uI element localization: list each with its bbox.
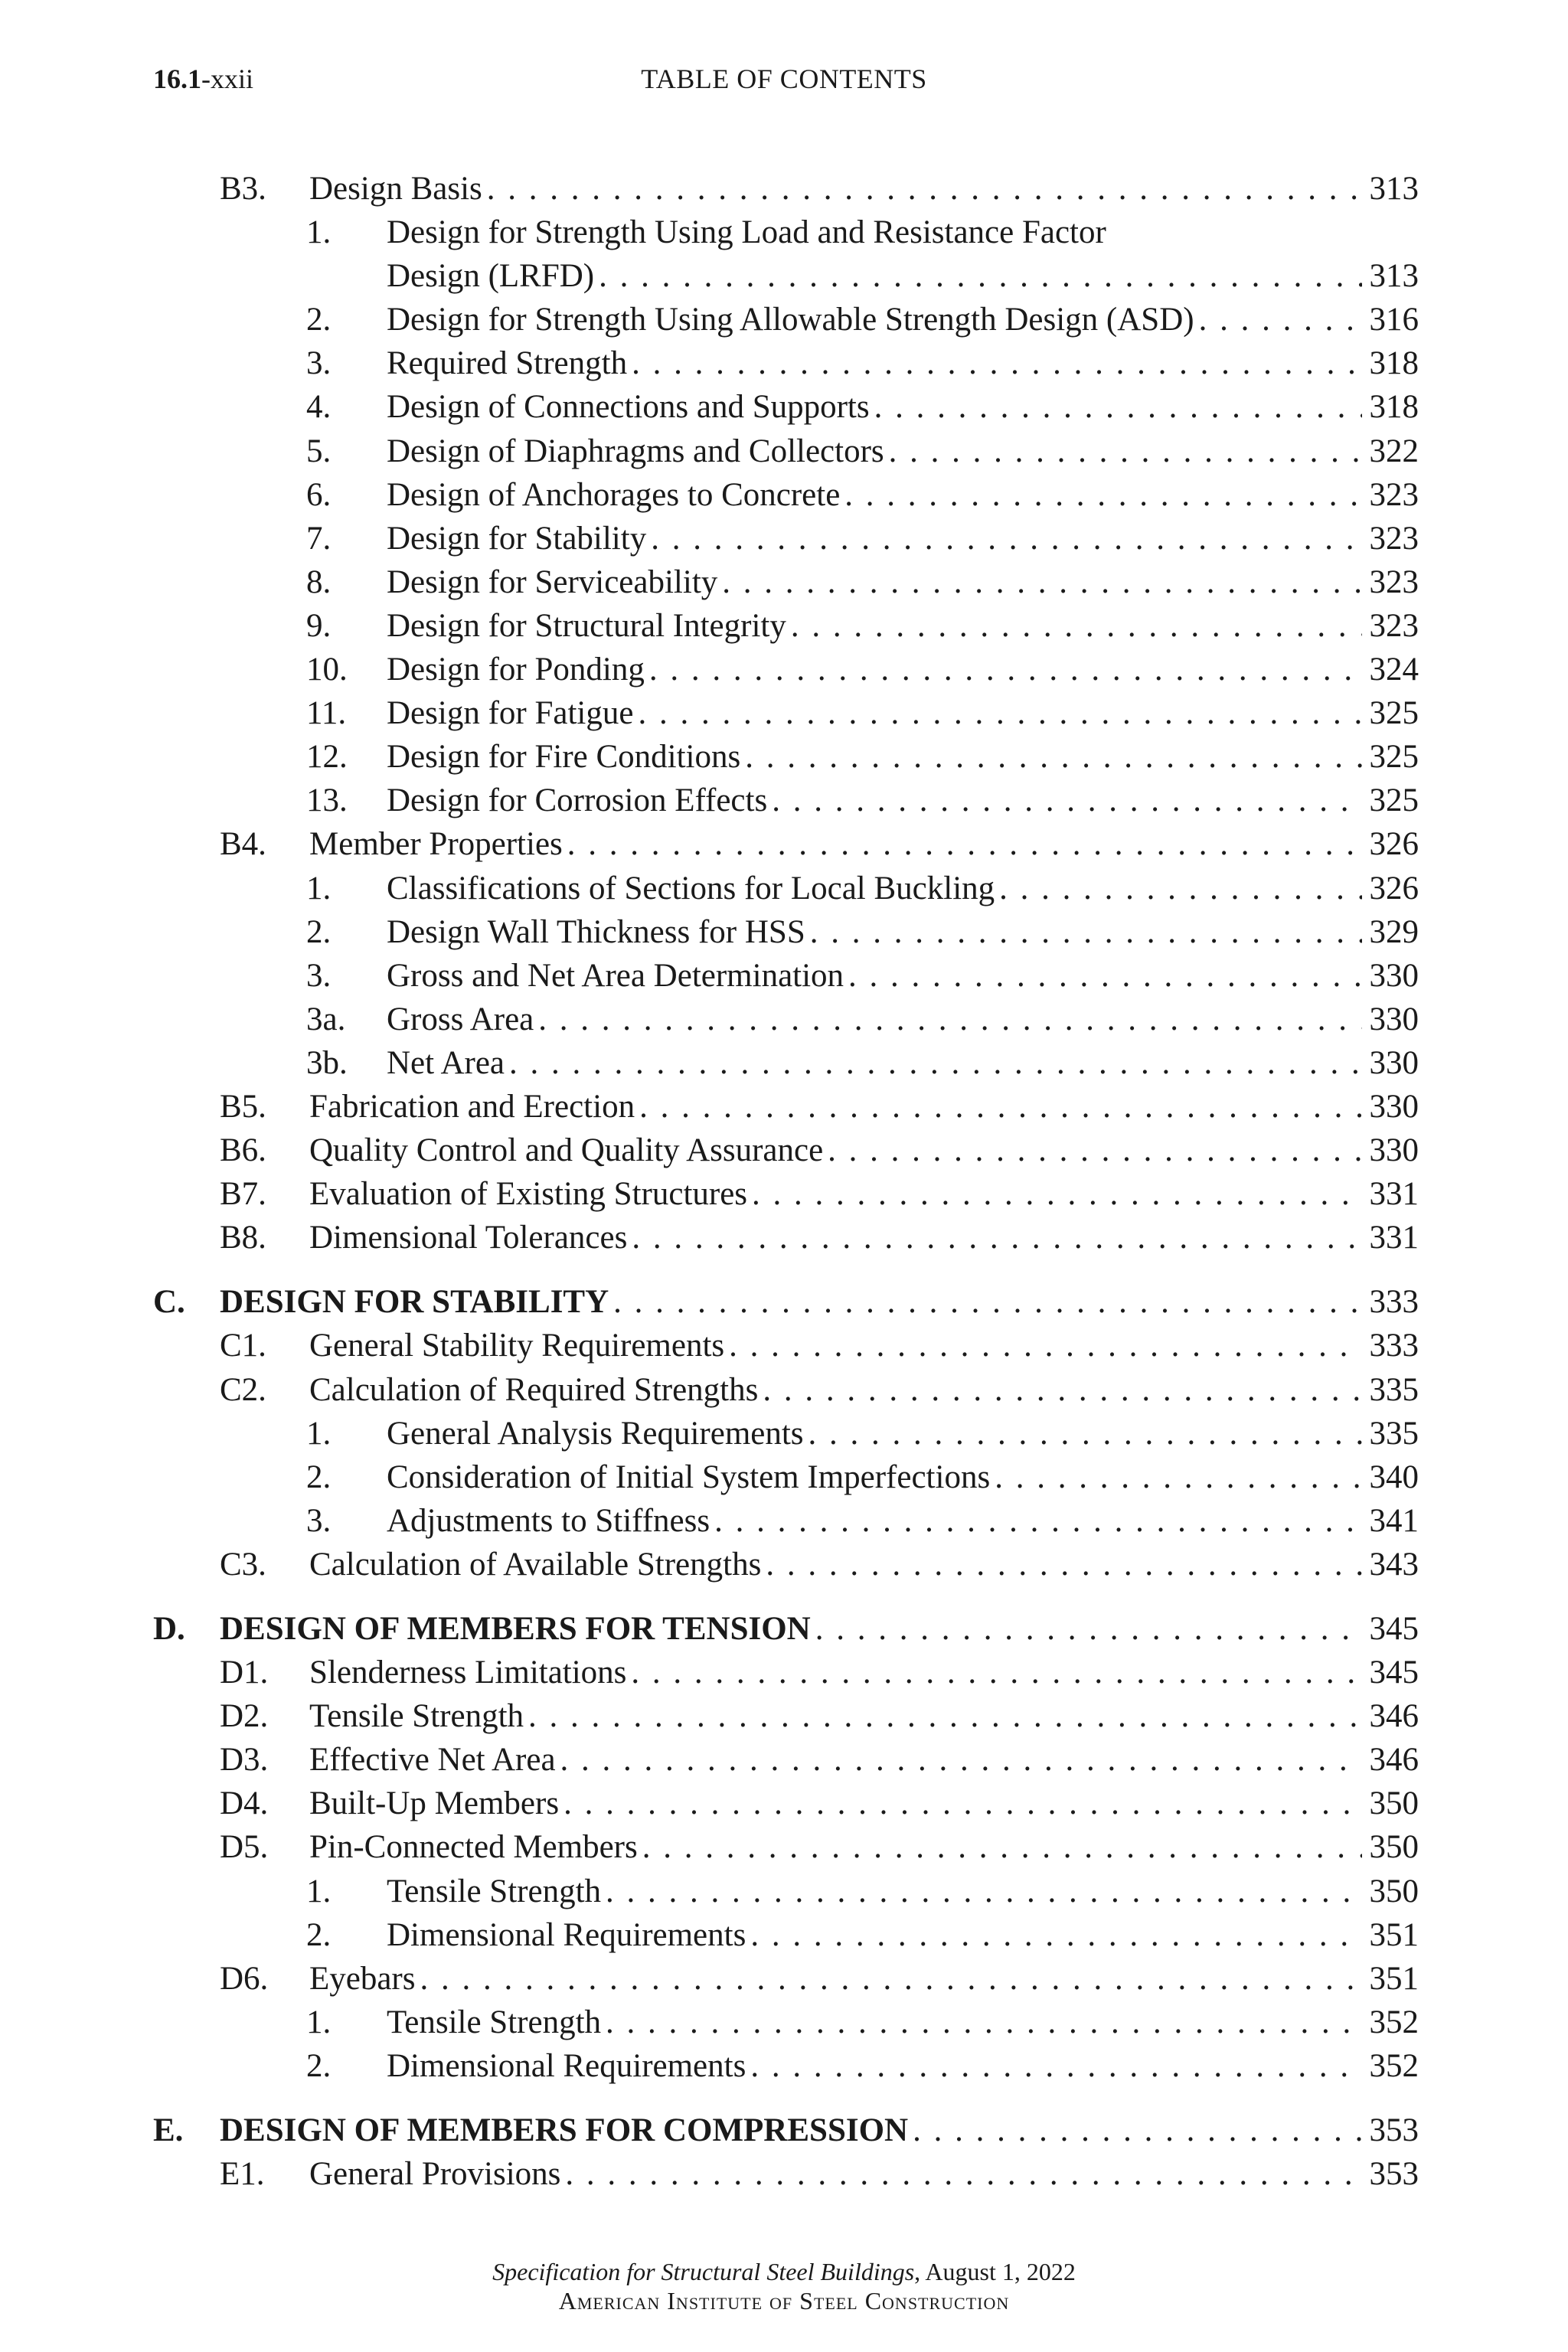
toc-entry-line	[309, 1957, 1419, 2001]
toc-entry-line	[387, 867, 1419, 910]
toc-entry-title[interactable]: Dimensional Requirements	[387, 2044, 750, 2088]
toc-entry-title[interactable]: Design for Structural Integrity	[387, 604, 791, 648]
toc-entry-line	[387, 2001, 1419, 2044]
toc-entry-title[interactable]: Design for Serviceability	[387, 560, 722, 604]
toc-entry-number: 1.	[306, 870, 332, 906]
dot-leader	[509, 1041, 1361, 1085]
toc-entry-number: 3.	[306, 957, 332, 994]
toc-entry[interactable]	[0, 1782, 1568, 1825]
dot-leader	[828, 1129, 1361, 1172]
toc-entry[interactable]	[0, 1085, 1568, 1129]
toc-entry[interactable]	[0, 2109, 1568, 2152]
toc-entry-number: B5.	[220, 1088, 266, 1125]
toc-entry-line	[309, 1216, 1419, 1259]
toc-entry-line	[387, 604, 1419, 648]
toc-entry-line	[309, 1324, 1419, 1367]
toc-entry-title[interactable]: Gross and Net Area Determination	[387, 954, 848, 998]
toc-entry-title[interactable]: DESIGN OF MEMBERS FOR TENSION	[220, 1607, 815, 1651]
dot-leader	[567, 822, 1362, 866]
toc-entry[interactable]	[0, 648, 1568, 691]
toc-entry-page[interactable]: 330	[1362, 954, 1419, 998]
toc-entry-line	[387, 735, 1419, 779]
toc-entry-page[interactable]: 343	[1362, 1543, 1419, 1586]
toc-entry-number: 1.	[306, 1873, 332, 1909]
dot-leader	[565, 2152, 1361, 2196]
toc-entry-line	[309, 822, 1419, 866]
toc-entry-number: B4.	[220, 826, 266, 863]
toc-entry[interactable]	[0, 998, 1568, 1041]
toc-entry[interactable]	[0, 1957, 1568, 2001]
toc-entry-title[interactable]: Design for Corrosion Effects	[387, 779, 772, 822]
toc-entry-line	[387, 517, 1419, 560]
toc-entry[interactable]	[0, 735, 1568, 779]
toc-entry-page[interactable]: 341	[1362, 1499, 1419, 1543]
dot-leader	[651, 517, 1361, 560]
toc-entry-title[interactable]: Fabrication and Erection	[309, 1085, 639, 1129]
toc-entry-title[interactable]: Dimensional Requirements	[387, 1913, 750, 1957]
toc-entry-title[interactable]: Tensile Strength	[387, 2001, 606, 2044]
toc-entry-line	[387, 1412, 1419, 1455]
toc-entry[interactable]	[0, 1172, 1568, 1216]
toc-entry[interactable]	[0, 604, 1568, 648]
toc-entry-line	[387, 1455, 1419, 1499]
toc-entry-page[interactable]: 313	[1362, 167, 1419, 211]
toc-entry-page[interactable]: 323	[1362, 560, 1419, 604]
toc-entry-title[interactable]: Net Area	[387, 1041, 509, 1085]
toc-entry-page[interactable]: 330	[1362, 1129, 1419, 1172]
toc-entry-line	[387, 910, 1419, 954]
toc-entry-number: E.	[153, 2112, 184, 2149]
toc-entry-page[interactable]: 318	[1362, 385, 1419, 429]
toc-entry-page[interactable]: 329	[1362, 910, 1419, 954]
toc-entry-line	[309, 1825, 1419, 1869]
page-footer	[0, 2257, 1568, 2315]
dot-leader	[606, 2001, 1361, 2044]
dot-leader	[810, 910, 1362, 954]
toc-entry-title[interactable]: Member Properties	[309, 822, 567, 866]
toc-entry-number: 12.	[306, 739, 348, 776]
toc-entry-number: 1.	[306, 2004, 332, 2040]
running-title: TABLE OF CONTENTS	[641, 64, 927, 94]
toc-entry-number: C3.	[220, 1546, 266, 1583]
toc-entry-page[interactable]: 346	[1362, 1738, 1419, 1782]
toc-entry-line	[387, 211, 1419, 254]
toc-entry[interactable]	[0, 1543, 1568, 1586]
toc-entry-title[interactable]: Design Basis	[309, 167, 487, 211]
toc-entry-line	[309, 1172, 1419, 1216]
toc-entry-line	[309, 167, 1419, 211]
toc-entry-title[interactable]: Calculation of Required Strengths	[309, 1368, 763, 1412]
toc-entry-line	[309, 1782, 1419, 1825]
toc-entry-line	[387, 1870, 1419, 1913]
dot-leader	[538, 998, 1361, 1041]
dot-leader	[599, 254, 1361, 298]
dot-leader	[649, 648, 1362, 691]
dot-leader	[1199, 298, 1362, 341]
dot-leader	[528, 1694, 1361, 1738]
dot-leader	[642, 1825, 1362, 1869]
toc-entry-number: 3b.	[306, 1044, 348, 1081]
toc-entry-line	[387, 2044, 1419, 2088]
toc-entry[interactable]	[0, 1825, 1568, 1869]
dot-leader	[487, 167, 1362, 211]
toc-entry-line	[387, 779, 1419, 822]
toc-entry-line	[387, 691, 1419, 735]
toc-entry-number: 2.	[306, 2047, 332, 2084]
toc-entry[interactable]	[0, 254, 1568, 298]
toc-entry-title[interactable]: Design for Fire Conditions	[387, 735, 745, 779]
toc-entry-page[interactable]: 352	[1362, 2001, 1419, 2044]
dot-leader	[808, 1412, 1362, 1455]
toc-entry-line	[309, 1129, 1419, 1172]
toc-entry[interactable]	[0, 1324, 1568, 1367]
toc-entry-line	[387, 473, 1419, 517]
toc-entry-page[interactable]: 345	[1362, 1651, 1419, 1694]
toc-entry-number: 1.	[306, 1415, 332, 1452]
toc-entry-line	[220, 1280, 1419, 1324]
dot-leader	[999, 867, 1361, 910]
toc-entry-number: 13.	[306, 782, 348, 819]
toc-entry[interactable]	[0, 1280, 1568, 1324]
toc-entry-line	[220, 2109, 1419, 2152]
toc-entry-title[interactable]: Pin-Connected Members	[309, 1825, 642, 1869]
toc-entry-number: B8.	[220, 1220, 266, 1256]
toc-entry-number: 5.	[306, 433, 332, 469]
toc-entry-title[interactable]: Design for Ponding	[387, 648, 649, 691]
dot-leader	[750, 1913, 1361, 1957]
toc-entry-number: B6.	[220, 1132, 266, 1169]
toc-entry-page[interactable]: 330	[1362, 1041, 1419, 1085]
dot-leader	[844, 473, 1361, 517]
toc-entry[interactable]	[0, 1041, 1568, 1085]
page-roman: -xxii	[201, 64, 253, 94]
dot-leader	[874, 385, 1362, 429]
toc-entry-title[interactable]: Design of Anchorages to Concrete	[387, 473, 844, 517]
toc-entry-title[interactable]: Tensile Strength	[309, 1694, 528, 1738]
toc-entry-number: 9.	[306, 607, 332, 644]
page-header	[0, 60, 1568, 98]
toc-entry-number: D5.	[220, 1829, 269, 1866]
toc-entry[interactable]	[0, 691, 1568, 735]
dot-leader	[560, 1738, 1362, 1782]
toc-entry-title[interactable]: Design for Strength Using Allowable Strength Design (ASD)	[387, 298, 1199, 341]
toc-entry-line	[387, 254, 1419, 298]
dot-leader	[606, 1870, 1361, 1913]
toc-entry-title[interactable]: Eyebars	[309, 1957, 420, 2001]
toc-entry-page[interactable]: 353	[1362, 2109, 1419, 2152]
toc-entry-line	[387, 430, 1419, 473]
dot-leader	[750, 2044, 1361, 2088]
toc-entry-number: D4.	[220, 1785, 269, 1822]
dot-leader	[772, 779, 1361, 822]
toc-entry-title[interactable]: General Stability Requirements	[309, 1324, 729, 1367]
toc-entry-title[interactable]: General Analysis Requirements	[387, 1412, 808, 1455]
toc-entry-page[interactable]: 318	[1362, 341, 1419, 385]
toc-entry-page[interactable]: 351	[1362, 1913, 1419, 1957]
toc-entry-line	[387, 648, 1419, 691]
toc-entry-page[interactable]: 333	[1362, 1324, 1419, 1367]
toc-entry-number: 4.	[306, 389, 332, 426]
toc-entry-number: 2.	[306, 913, 332, 950]
toc-entry-page[interactable]: 346	[1362, 1694, 1419, 1738]
toc-entry-page[interactable]: 340	[1362, 1455, 1419, 1499]
toc-entry-page[interactable]: 322	[1362, 430, 1419, 473]
toc-entry-page[interactable]: 326	[1362, 822, 1419, 866]
toc-entry-line	[387, 298, 1419, 341]
toc-entry[interactable]	[0, 1499, 1568, 1543]
toc-entry-page[interactable]: 335	[1362, 1368, 1419, 1412]
toc-entry[interactable]	[0, 1694, 1568, 1738]
toc-entry-page[interactable]: 323	[1362, 473, 1419, 517]
toc-entry-number: D.	[153, 1611, 185, 1647]
toc-entry-line	[387, 341, 1419, 385]
toc-entry-page[interactable]: 330	[1362, 1085, 1419, 1129]
toc-entry-number: D6.	[220, 1960, 269, 1997]
toc-entry-number: C.	[153, 1284, 185, 1321]
toc-entry-page[interactable]: 350	[1362, 1825, 1419, 1869]
toc-entry-page[interactable]: 316	[1362, 298, 1419, 341]
toc-entry-line	[387, 1913, 1419, 1957]
toc-entry-number: D1.	[220, 1655, 269, 1691]
toc-entry-page[interactable]	[1411, 211, 1419, 254]
toc-entry[interactable]	[0, 1651, 1568, 1694]
toc-entry-page[interactable]: 325	[1362, 779, 1419, 822]
toc-entry-line	[220, 1607, 1419, 1651]
toc-entry[interactable]	[0, 867, 1568, 910]
toc-entry-line	[309, 1694, 1419, 1738]
toc-entry[interactable]	[0, 910, 1568, 954]
toc-entry-title[interactable]: Consideration of Initial System Imperfections	[387, 1455, 995, 1499]
toc-entry-page[interactable]: 324	[1362, 648, 1419, 691]
toc-entry-line	[309, 1368, 1419, 1412]
toc-entry[interactable]	[0, 211, 1568, 254]
toc-entry-number: 10.	[306, 652, 348, 688]
toc-entry-page[interactable]: 345	[1362, 1607, 1419, 1651]
toc-entry[interactable]	[0, 1455, 1568, 1499]
toc-entry[interactable]	[0, 1129, 1568, 1172]
toc-entry-title[interactable]: General Provisions	[309, 2152, 565, 2196]
toc-entry-title[interactable]: Design of Diaphragms and Collectors	[387, 430, 889, 473]
toc-entry-page[interactable]: 331	[1362, 1172, 1419, 1216]
toc-entry-number: B3.	[220, 171, 266, 207]
toc-entry-title[interactable]: Quality Control and Quality Assurance	[309, 1129, 828, 1172]
toc-entry-title[interactable]: Adjustments to Stiffness	[387, 1499, 714, 1543]
toc-entry-number: 2.	[306, 1916, 332, 1953]
dot-leader	[564, 1782, 1361, 1825]
toc-entry[interactable]	[0, 1738, 1568, 1782]
dot-leader	[632, 341, 1361, 385]
dot-leader	[639, 1085, 1361, 1129]
toc-entry-page[interactable]: 313	[1362, 254, 1419, 298]
toc-entry[interactable]	[0, 954, 1568, 998]
toc-entry-page[interactable]: 335	[1362, 1412, 1419, 1455]
dot-leader	[995, 1455, 1361, 1499]
toc-entry-title[interactable]: Design Wall Thickness for HSS	[387, 910, 810, 954]
dot-leader	[848, 954, 1361, 998]
toc-entry-title[interactable]: DESIGN OF MEMBERS FOR COMPRESSION	[220, 2109, 913, 2152]
toc-entry-number: C2.	[220, 1371, 266, 1408]
toc-entry-title[interactable]: Built-Up Members	[309, 1782, 564, 1825]
toc-entry-line	[309, 1085, 1419, 1129]
footer-title: Specification for Structural Steel Buildings	[492, 2258, 915, 2285]
dot-leader	[763, 1368, 1361, 1412]
toc-entry-title[interactable]: Design (LRFD)	[387, 254, 599, 298]
toc-entry-title[interactable]: Gross Area	[387, 998, 538, 1041]
table-of-contents	[0, 167, 1568, 2196]
toc-entry-title[interactable]: Evaluation of Existing Structures	[309, 1172, 752, 1216]
toc-entry-title[interactable]: Design for Strength Using Load and Resistance Factor	[387, 211, 1111, 254]
toc-entry-number: 11.	[306, 695, 347, 732]
toc-entry-number: 8.	[306, 564, 332, 600]
toc-entry[interactable]	[0, 517, 1568, 560]
toc-entry-page[interactable]: 331	[1362, 1216, 1419, 1259]
toc-entry-number: 7.	[306, 520, 332, 557]
dot-leader	[913, 2109, 1361, 2152]
toc-entry-title[interactable]: Calculation of Available Strengths	[309, 1543, 766, 1586]
toc-entry[interactable]	[0, 1870, 1568, 1913]
toc-entry-title[interactable]: Classifications of Sections for Local Buckling	[387, 867, 999, 910]
toc-entry[interactable]	[0, 430, 1568, 473]
toc-entry-title[interactable]: Design for Fatigue	[387, 691, 638, 735]
footer-publisher: American Institute of Steel Construction	[558, 2287, 1010, 2314]
toc-entry[interactable]	[0, 2044, 1568, 2088]
toc-entry[interactable]	[0, 385, 1568, 429]
toc-entry-number: D2.	[220, 1698, 269, 1735]
toc-entry-line	[387, 385, 1419, 429]
toc-entry[interactable]	[0, 2001, 1568, 2044]
toc-entry[interactable]	[0, 167, 1568, 211]
footer-date: , August 1, 2022	[914, 2258, 1076, 2285]
toc-entry-page[interactable]: 323	[1362, 604, 1419, 648]
dot-leader	[632, 1216, 1361, 1259]
toc-entry-line	[387, 998, 1419, 1041]
dot-leader	[745, 735, 1361, 779]
toc-entry-line	[387, 954, 1419, 998]
toc-entry[interactable]	[0, 298, 1568, 341]
toc-entry-page[interactable]: 351	[1362, 1957, 1419, 2001]
toc-entry[interactable]	[0, 1607, 1568, 1651]
dot-leader	[752, 1172, 1361, 1216]
dot-leader	[722, 560, 1361, 604]
dot-leader	[631, 1651, 1361, 1694]
toc-entry[interactable]	[0, 341, 1568, 385]
toc-entry-line	[309, 2152, 1419, 2196]
toc-entry-number: 6.	[306, 476, 332, 513]
toc-entry-title[interactable]: Required Strength	[387, 341, 632, 385]
toc-entry[interactable]	[0, 1412, 1568, 1455]
toc-entry-title[interactable]: Dimensional Tolerances	[309, 1216, 632, 1259]
toc-entry[interactable]	[0, 822, 1568, 866]
dot-leader	[420, 1957, 1362, 2001]
toc-entry-page[interactable]: 330	[1362, 998, 1419, 1041]
dot-leader	[638, 691, 1361, 735]
toc-entry-title[interactable]: Design of Connections and Supports	[387, 385, 874, 429]
toc-entry-title[interactable]: DESIGN FOR STABILITY	[220, 1280, 613, 1324]
toc-entry-line	[387, 1041, 1419, 1085]
toc-entry-number: E1.	[220, 2156, 265, 2193]
toc-entry-number: 3a.	[306, 1001, 346, 1037]
dot-leader	[613, 1280, 1361, 1324]
toc-entry[interactable]	[0, 1368, 1568, 1412]
dot-leader	[729, 1324, 1361, 1367]
toc-entry-page[interactable]: 350	[1362, 1870, 1419, 1913]
toc-entry[interactable]	[0, 1216, 1568, 1259]
toc-entry[interactable]	[0, 2152, 1568, 2196]
toc-entry-number: 3.	[306, 345, 332, 382]
dot-leader	[889, 430, 1362, 473]
toc-entry-title[interactable]: Slenderness Limitations	[309, 1651, 631, 1694]
toc-entry-page[interactable]: 350	[1362, 1782, 1419, 1825]
toc-entry[interactable]	[0, 473, 1568, 517]
toc-entry-title[interactable]: Design for Stability	[387, 517, 651, 560]
toc-entry-line	[387, 560, 1419, 604]
toc-entry-page[interactable]: 352	[1362, 2044, 1419, 2088]
toc-entry[interactable]	[0, 779, 1568, 822]
toc-entry-number: 2.	[306, 302, 332, 338]
toc-entry-page[interactable]: 333	[1362, 1280, 1419, 1324]
toc-entry-page[interactable]: 323	[1362, 517, 1419, 560]
section-number: 16.1	[153, 64, 201, 94]
toc-entry-number: C1.	[220, 1328, 266, 1364]
toc-entry-line	[387, 1499, 1419, 1543]
toc-entry-number: D3.	[220, 1742, 269, 1779]
toc-entry-number: B7.	[220, 1176, 266, 1213]
toc-entry-title[interactable]: Tensile Strength	[387, 1870, 606, 1913]
dot-leader	[714, 1499, 1361, 1543]
dot-leader	[791, 604, 1362, 648]
toc-entry-title[interactable]: Effective Net Area	[309, 1738, 560, 1782]
toc-entry-number: 1.	[306, 214, 332, 251]
toc-entry-page[interactable]: 353	[1362, 2152, 1419, 2196]
toc-entry[interactable]	[0, 1913, 1568, 1957]
toc-entry-page[interactable]: 325	[1362, 735, 1419, 779]
footer-citation	[0, 2257, 1568, 2286]
toc-entry-line	[309, 1543, 1419, 1586]
toc-entry[interactable]	[0, 560, 1568, 604]
toc-entry-line	[309, 1738, 1419, 1782]
toc-entry-number: 3.	[306, 1502, 332, 1539]
dot-leader	[766, 1543, 1361, 1586]
dot-leader	[815, 1607, 1362, 1651]
toc-entry-line	[309, 1651, 1419, 1694]
toc-entry-page[interactable]: 326	[1362, 867, 1419, 910]
toc-entry-page[interactable]: 325	[1362, 691, 1419, 735]
toc-entry-number: 2.	[306, 1459, 332, 1495]
